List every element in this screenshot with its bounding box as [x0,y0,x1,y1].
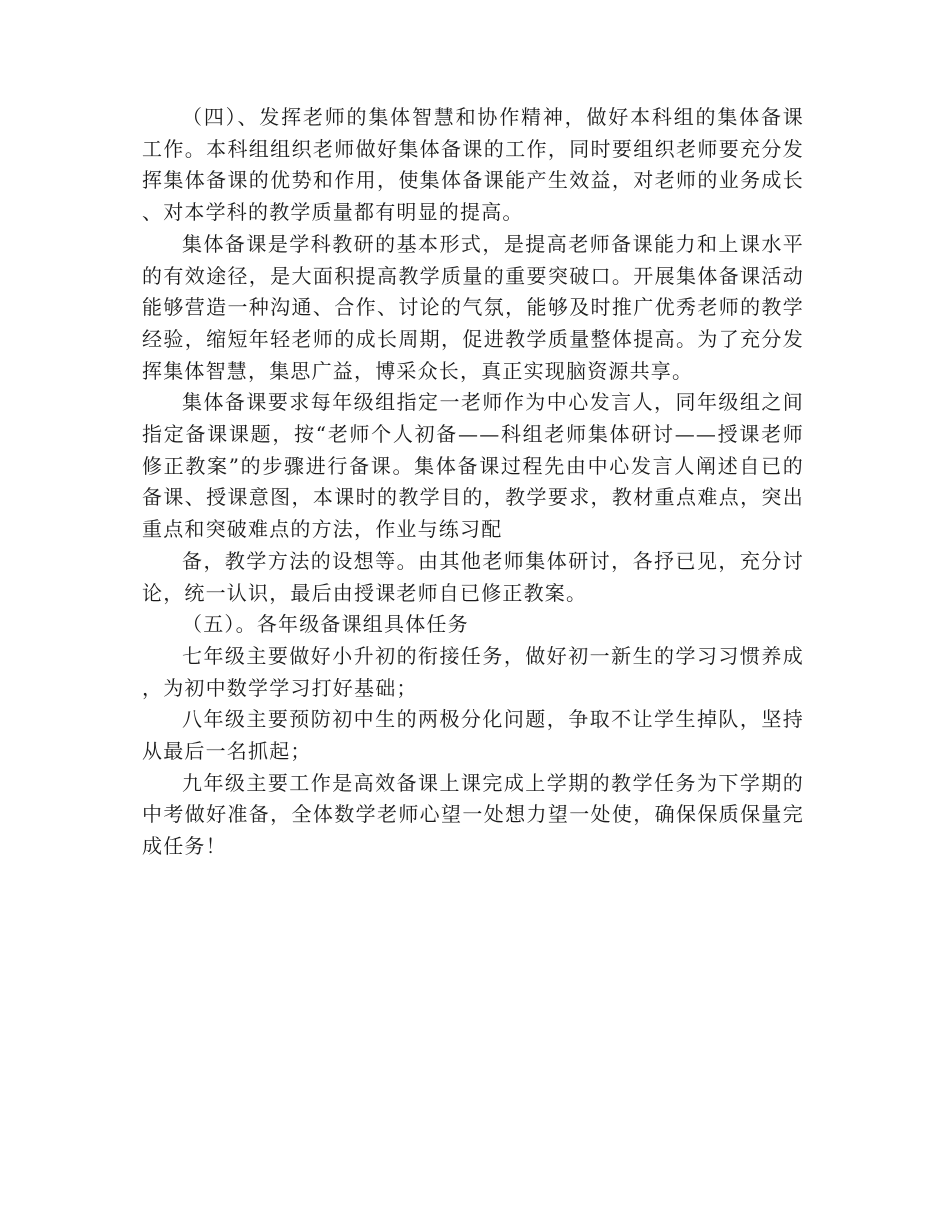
section-five-heading: （五）。各年级备课组具体任务 [182,612,469,637]
document-page [142,102,804,863]
section-four-paragraph: （四）、发挥老师的集体智慧和协作精神，做好本科组的集体备课工作。本科组组织老师做好集体备课的工作，同时要组织老师要充分发挥集体备课的优势和作用，使集体备课能产生效益，对老师的业务成长、对本学科的教学质量都有明显的提高。 [142,105,804,225]
collective-lesson-prep-requirements-paragraph: 集体备课要求每年级组指定一老师作为中心发言人，同年级组之间指定备课课题，按“老师个人初备——科组老师集体研讨——授课老师修正教案”的步骤进行备课。集体备课过程先由中心发言人阐述自已的备课、授课意图，本课时的教学目的，教学要求，教材重点难点，突出重点和突破难点的方法，作业与练习配 [142,390,804,542]
collective-lesson-prep-continuation-paragraph: 备，教学方法的设想等。由其他老师集体研讨，各抒已见，充分讨论，统一认识，最后由授课老师自已修正教案。 [142,548,804,605]
grade-eight-task-paragraph: 八年级主要预防初中生的两极分化问题，争取不让学生掉队，坚持从最后一名抓起； [142,707,804,764]
collective-lesson-prep-intro-paragraph: 集体备课是学科教研的基本形式，是提高老师备课能力和上课水平的有效途径，是大面积提高教学质量的重要突破口。开展集体备课活动能够营造一种沟通、合作、讨论的气氛，能够及时推广优秀老师的教学经验，缩短年轻老师的成长周期，促进教学质量整体提高。为了充分发挥集体智慧，集思广益，博采众长，真正实现脑资源共享。 [142,231,804,383]
grade-nine-task-paragraph: 九年级主要工作是高效备课上课完成上学期的教学任务为下学期的中考做好准备，全体数学老师心望一处想力望一处使，确保保质保量完成任务！ [142,770,804,859]
grade-seven-task-paragraph: 七年级主要做好小升初的衔接任务，做好初一新生的学习习惯养成，为初中数学学习打好基础； [142,643,804,700]
